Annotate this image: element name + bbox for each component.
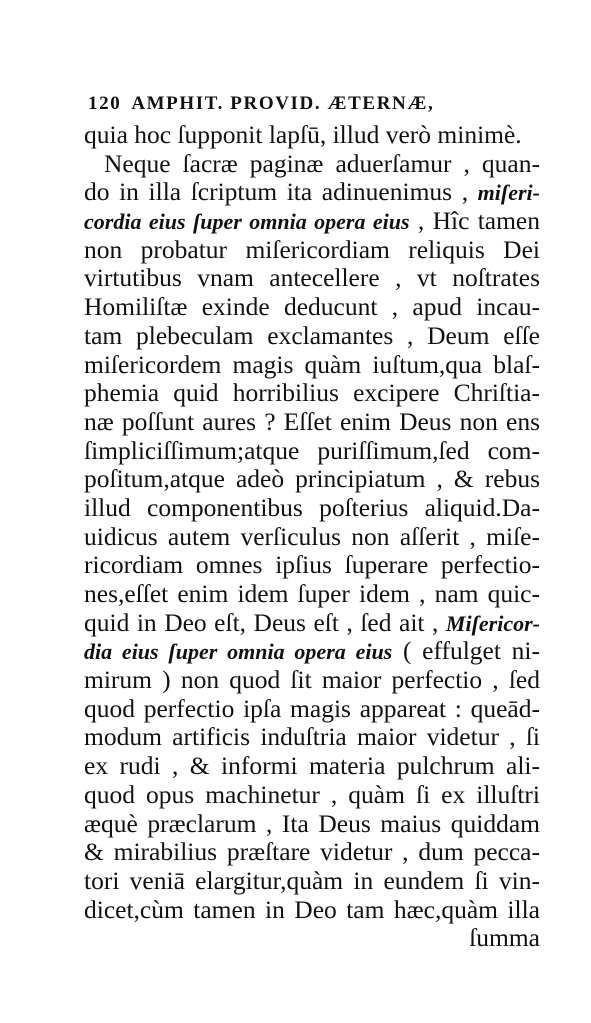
text-line	[84, 178, 540, 207]
text-line	[84, 867, 540, 896]
text-line	[84, 351, 540, 380]
line-text: ( effulget ni-	[392, 636, 540, 666]
line-text: tori veniā elargitur,quàm in eundem ſi vin-	[84, 865, 540, 895]
line-text: dicet,cùm tamen in Deo tam hæc,quàm illa	[84, 894, 540, 924]
line-text: quod perfectio ipſa magis appareat : queād-	[84, 693, 540, 723]
text-line	[84, 609, 540, 638]
line-text: quod opus machinetur , quàm ſi ex illuſtri	[84, 779, 540, 809]
italic-quotation: miſeri-	[477, 180, 540, 206]
line-text: illud componentibus poſterius aliquid.Da-	[84, 492, 540, 522]
text-line	[84, 695, 540, 724]
text-line	[84, 379, 540, 408]
text-line	[84, 494, 540, 523]
text-line	[84, 293, 540, 322]
text-line	[84, 150, 540, 179]
text-line	[84, 437, 540, 466]
line-text: , Hîc tamen	[409, 206, 540, 236]
line-text: Homiliſtæ exinde deducunt , apud incau-	[84, 292, 540, 322]
text-line	[84, 666, 540, 695]
text-line	[84, 121, 540, 150]
text-line	[84, 580, 540, 609]
line-text: ſimpliciſſimum;atque puriſſimum,ſed com-	[84, 435, 540, 465]
text-line	[84, 723, 540, 752]
text-line	[84, 465, 540, 494]
running-header	[88, 92, 548, 116]
line-text: modum artificis induſtria maior videtur , ſi	[84, 722, 540, 752]
text-line	[84, 752, 540, 781]
line-text: quid in Deo eſt, Deus eſt , ſed ait ,	[84, 607, 446, 637]
italic-quotation: cordia eius ſuper omnia opera eius	[84, 209, 410, 235]
line-text: uidicus autem verſiculus non aſſerit , miſe-	[84, 521, 540, 551]
line-text: phemia quid horribilius excipere Chriſtia-	[84, 378, 540, 408]
text-line	[84, 781, 540, 810]
line-text: næ poſſunt aures ? Eſſet enim Deus non ens	[84, 406, 540, 436]
text-line	[84, 838, 540, 867]
line-text: do in illa ſcriptum ita adinuenimus ,	[84, 177, 478, 207]
line-text: mirum ) non quod ſit maior perfectio , ſed	[84, 665, 540, 695]
text-line	[84, 322, 540, 351]
text-line	[84, 551, 540, 580]
line-text: ricordiam omnes ipſius ſuperare perfectio-	[84, 550, 540, 580]
text-line	[84, 637, 540, 666]
text-line	[84, 264, 540, 293]
line-text: poſitum,atque adeò principiatum , & rebus	[84, 464, 540, 494]
page-number: 120	[88, 93, 122, 114]
line-text: ſumma	[469, 923, 540, 953]
italic-quotation: Miſericor-	[445, 610, 540, 636]
line-text: quia hoc ſupponit lapſū, illud verò minimè.	[84, 120, 522, 149]
line-text: tam plebeculam exclamantes , Deum eſſe	[84, 320, 540, 350]
line-text: non probatur miſericordiam reliquis Dei	[84, 234, 540, 264]
line-text: virtutibus vnam antecellere , vt noſtrates	[84, 263, 540, 293]
line-text: nes,eſſet enim idem ſuper idem , nam quic-	[84, 579, 540, 608]
text-line	[84, 408, 540, 437]
body-text	[84, 121, 540, 953]
text-line	[84, 896, 540, 925]
line-text: Neque ſacræ paginæ aduerſamur , quan-	[104, 148, 540, 178]
text-line	[84, 236, 540, 265]
line-text: æquè præclarum , Ita Deus maius quiddam	[84, 808, 540, 838]
text-line	[84, 810, 540, 839]
catchword	[84, 924, 540, 953]
line-text: miſericordem magis quàm iuſtum,qua blaſ-	[84, 349, 540, 379]
line-text: & mirabilius præſtare videtur , dum pecca-	[84, 837, 540, 867]
running-title: AMPHIT. PROVID. ÆTERNÆ,	[131, 93, 435, 114]
italic-quotation: dia eius ſuper omnia opera eius	[84, 639, 393, 665]
text-line	[84, 207, 540, 236]
line-text: ex rudi , & informi materia pulchrum ali-	[84, 751, 540, 781]
text-line	[84, 523, 540, 552]
